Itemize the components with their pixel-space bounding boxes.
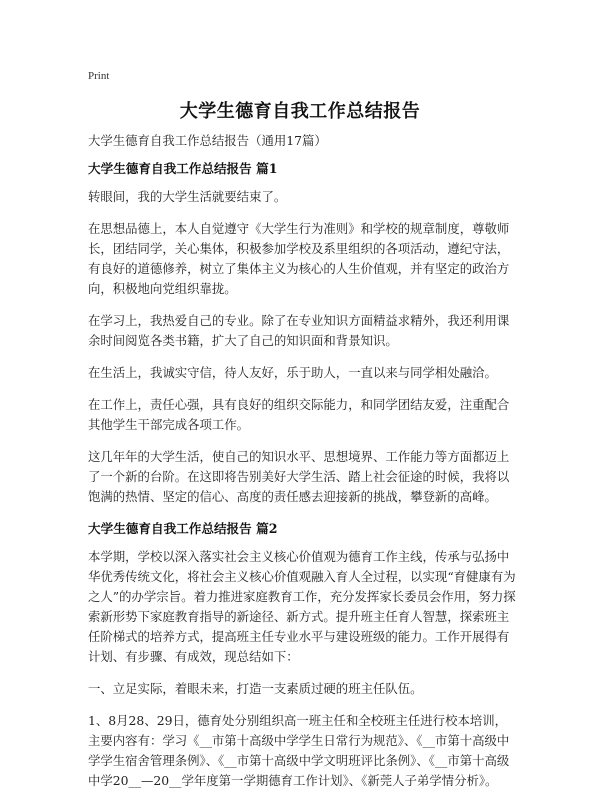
section-heading: 大学生德育自我工作总结报告 篇2 <box>88 521 278 536</box>
section-1 <box>88 159 516 507</box>
document-body <box>88 131 516 803</box>
section-heading: 大学生德育自我工作总结报告 篇1 <box>88 161 278 176</box>
print-link[interactable]: Print <box>88 70 110 82</box>
document-subtitle: 大学生德育自我工作总结报告（通用17篇） <box>88 133 327 148</box>
paragraph: 在生活上，我诚实守信，待人友好，乐于助人，一直以来与同学相处融洽。 <box>88 365 497 380</box>
paragraph: 转眼间，我的大学生活就要结束了。 <box>88 189 287 204</box>
paragraph: 在工作上，责任心强，具有良好的组织交际能力，和同学团结友爱，注重配合其他学生干部完成各项工作。 <box>88 397 510 432</box>
paragraph: 在学习上，我热爱自己的专业。除了在专业知识方面精益求精外，我还利用课余时间阅览各类书籍，扩大了自己的知识面和背景知识。 <box>88 313 510 348</box>
paragraph: 在思想品德上，本人自觉遵守《大学生行为准则》和学校的规章制度，尊敬师长，团结同学，关心集体，积极参加学校及系里组织的各项活动，遵纪守法，有良好的道德修养，树立了集体主义为核心的人生价值观，并有坚定的政治方向，积极地向党组织靠拢。 <box>88 221 510 296</box>
section-2 <box>88 519 516 791</box>
page-title: 大学生德育自我工作总结报告 <box>179 101 421 122</box>
paragraph: 本学期，学校以深入落实社会主义核心价值观为德育工作主线，传承与弘扬中华优秀传统文化，将社会主义核心价值观融入育人全过程，以实现“育健康有为之人”的办学宗旨。着力推进家庭教育工作，充分发挥家长委员会作用，努力探索新形势下家庭教育指导的新途径、新方式。提升班主任育人智慧，探索班主任阶梯式的培养方式，提高班主任专业水平与建设班级的能力。工作开展得有计划、有步骤、有成效，现总结如下： <box>88 549 516 664</box>
paragraph: 这几年年的大学生活，使自己的知识水平、思想境界、工作能力等方面都迈上了一个新的台阶。在这即将告别美好大学生活、踏上社会征途的时候，我将以饱满的热情、坚定的信心、高度的责任感去迎接新的挑战，攀登新的高峰。 <box>88 449 510 504</box>
paragraph: 一、立足实际，着眼未来，打造一支素质过硬的班主任队伍。 <box>88 681 423 696</box>
paragraph: 1、8月28、29日，德育处分别组织高一班主任和全校班主任进行校本培训，主要内容有：学习《__市第十高级中学学生日常行为规范》、《__市第十高级中学学生宿舍管理条例》、《__市第十高级中学文明班评比条例》、《__市第十高级中学20__—20__学年度第一学期德育工作计划》、《新莞人子弟学情分析》。 <box>88 713 510 788</box>
